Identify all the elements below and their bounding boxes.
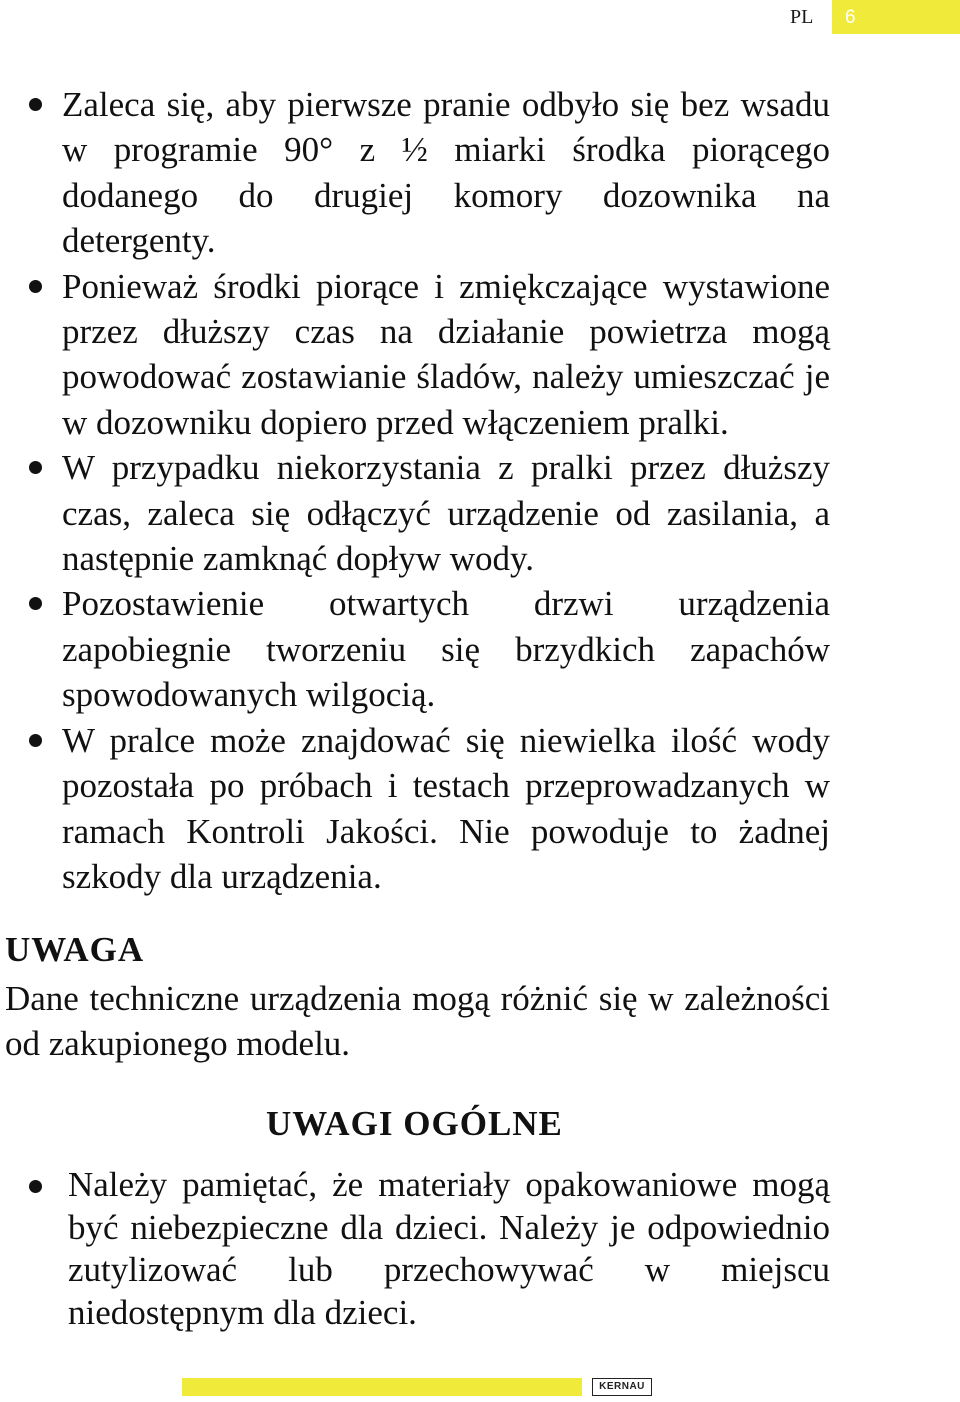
bullet-icon (29, 98, 42, 111)
bullet-icon (29, 597, 42, 610)
warning-text: Dane techniczne urządzenia mogą różnić się w zależności od zakupionego modelu. (5, 979, 830, 1064)
general-notes-list (0, 1164, 960, 1334)
language-code: PL (790, 6, 814, 28)
bullet-icon (29, 734, 42, 747)
bullet-icon (29, 461, 42, 474)
bullet-icon (29, 1180, 42, 1193)
bullet-icon (29, 280, 42, 293)
list-item-text: Zaleca się, aby pierwsze pranie odbyło się bez wsadu w programie 90° z ½ miarki środka piorącego dodanego do drugiej komory dozownika na detergenty. (62, 85, 830, 261)
list-item-text: W przypadku niekorzystania z pralki przez dłuższy czas, zaleca się odłączyć urządzenie od zasilania, a następnie zamknąć dopływ wody. (62, 448, 830, 579)
list-item (0, 445, 830, 581)
list-item (0, 1164, 830, 1334)
list-item (0, 718, 830, 900)
page-number: 6 (845, 7, 856, 28)
list-item-text: W pralce może znajdować się niewielka ilość wody pozostała po próbach i testach przeprowadzanych w ramach Kontroli Jakości. Nie powoduje to żadnej szkody dla urządzenia. (62, 720, 830, 896)
warning-title: UWAGA (5, 930, 145, 969)
list-item-text: Należy pamiętać, że materiały opakowaniowe mogą być niebezpieczne dla dzieci. Należy je odpowiednio zutylizować lub przechowywać w miejscu niedostępnym dla dzieci. (68, 1165, 830, 1332)
instructions-list (0, 82, 960, 899)
footer-accent-bar (182, 1378, 582, 1396)
list-item (0, 581, 830, 717)
list-item-text: Pozostawienie otwartych drzwi urządzenia zapobiegnie tworzeniu się brzydkich zapachów spowodowanych wilgocią. (62, 584, 830, 715)
section-title-general-notes: UWAGI OGÓLNE (266, 1104, 563, 1143)
list-item (0, 82, 830, 264)
list-item (0, 264, 830, 446)
list-item-text: Ponieważ środki piorące i zmiękczające wystawione przez dłuższy czas na działanie powietrza mogą powodować zostawianie śladów, należy umieszczać je w dozowniku dopiero przed włączeniem pralki. (62, 266, 830, 442)
brand-logo: KERNAU (592, 1378, 652, 1396)
